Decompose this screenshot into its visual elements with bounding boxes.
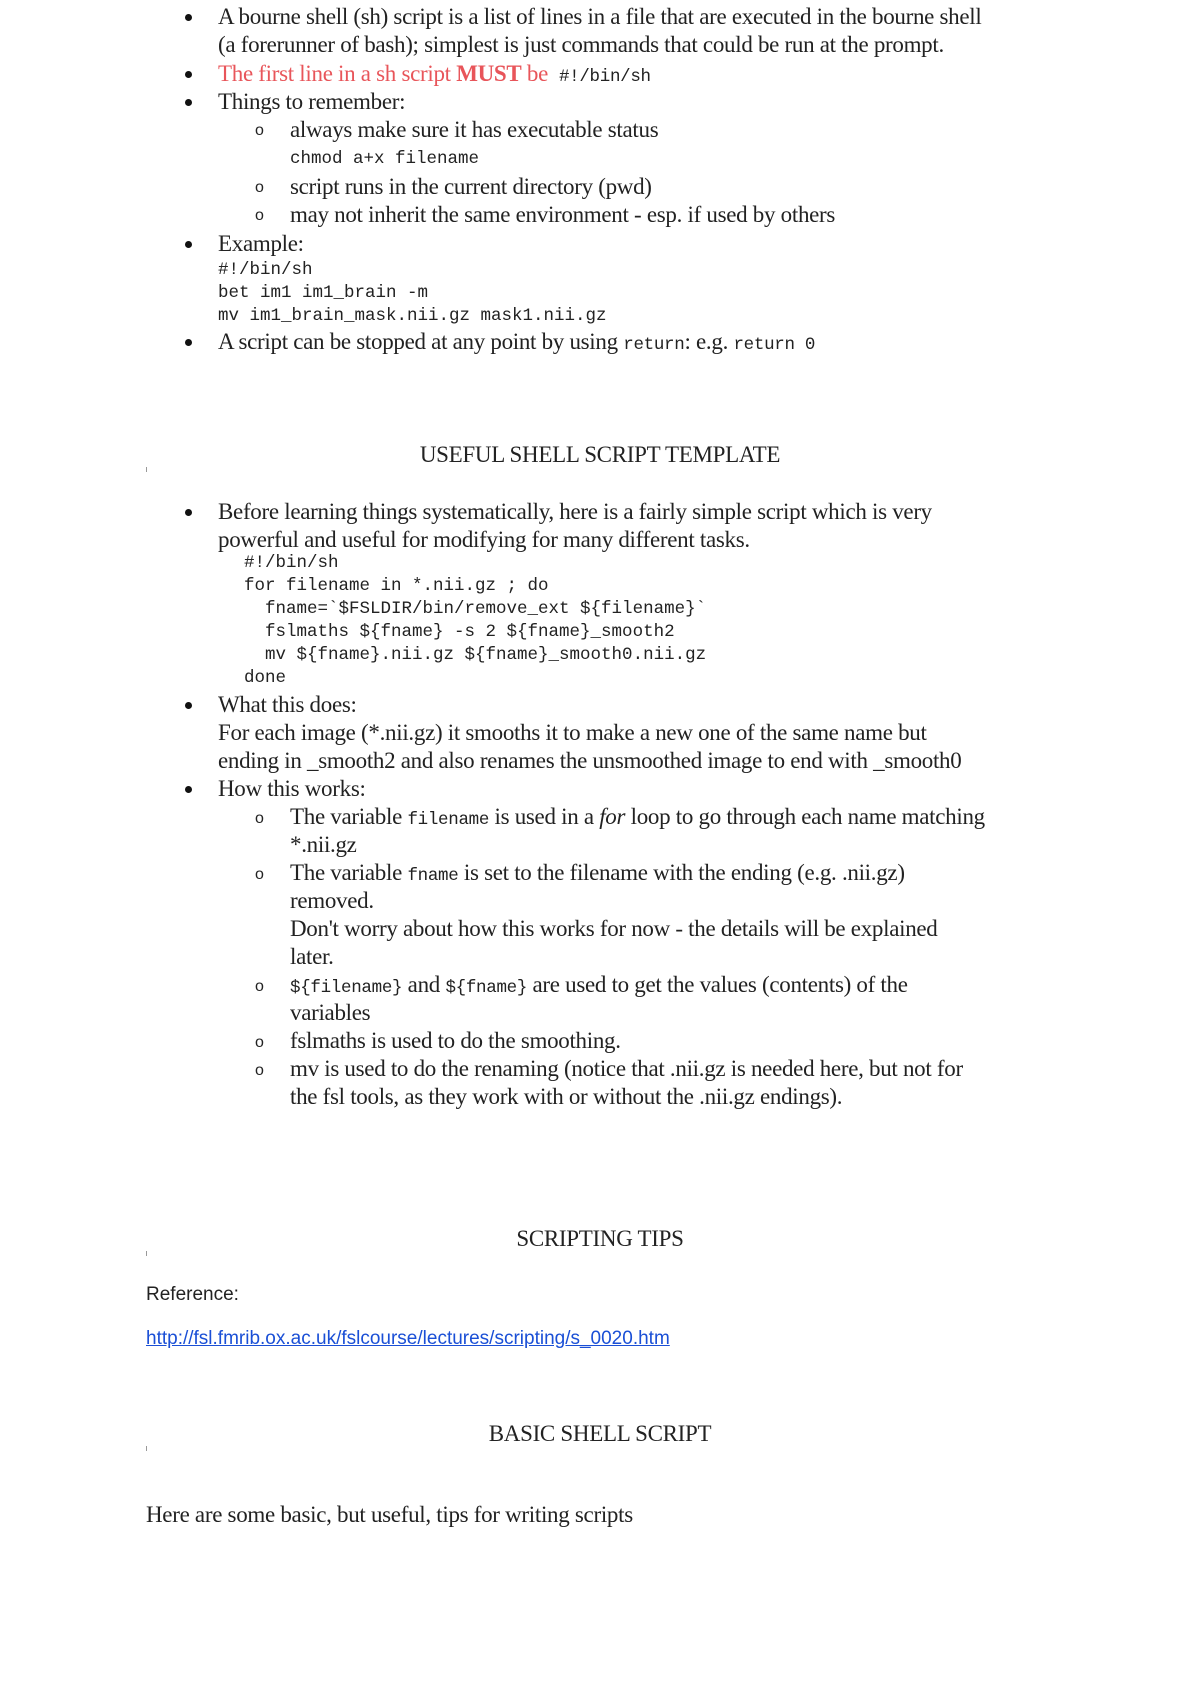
- circle-bullet: o: [255, 978, 264, 995]
- shebang-code: #!/bin/sh: [558, 67, 651, 87]
- return-mid: : e.g.: [684, 329, 734, 354]
- code-line: mv im1_brain_mask.nii.gz mask1.nii.gz: [218, 306, 607, 326]
- paragraph-line: [218, 328, 815, 359]
- paragraph-line: [290, 803, 985, 834]
- bullet-dot: [185, 786, 192, 793]
- code-line: fslmaths ${fname} -s 2 ${fname}_smooth2: [244, 622, 675, 642]
- first-line-rule: [218, 60, 651, 91]
- rule-text: The first line in a sh script: [218, 61, 457, 86]
- text-span: The variable: [290, 860, 408, 885]
- paragraph-line: removed.: [290, 888, 374, 913]
- paragraph-line: Example:: [218, 231, 304, 256]
- must-emphasis: MUST: [456, 61, 522, 86]
- paragraph-line: Before learning things systematically, here is a fairly simple script which is very: [218, 499, 932, 524]
- code-line: #!/bin/sh: [244, 553, 339, 573]
- italic-for: for: [599, 804, 626, 829]
- text-span: are used to get the values (contents) of the: [527, 972, 908, 997]
- rule-text-be: be: [521, 61, 549, 86]
- text-span: is used in a: [489, 804, 600, 829]
- text-span: and: [402, 972, 446, 997]
- paragraph-line: later.: [290, 944, 334, 969]
- reference-link[interactable]: http://fsl.fmrib.ox.ac.uk/fslcourse/lectures/scripting/s_0020.htm: [146, 1328, 670, 1349]
- inline-code: filename: [407, 810, 490, 830]
- code-line: done: [244, 668, 287, 688]
- section-heading: USEFUL SHELL SCRIPT TEMPLATE: [419, 442, 781, 467]
- paragraph-line: Here are some basic, but useful, tips for writing scripts: [146, 1502, 633, 1527]
- circle-bullet: o: [255, 179, 264, 196]
- code-line: #!/bin/sh: [218, 260, 313, 280]
- paragraph-line: variables: [290, 1000, 371, 1025]
- paragraph-line: powerful and useful for modifying for many different tasks.: [218, 527, 750, 552]
- bullet-dot: [185, 702, 192, 709]
- reference-label: Reference:: [146, 1284, 239, 1305]
- circle-bullet: o: [255, 866, 264, 883]
- circle-bullet: o: [255, 810, 264, 827]
- paragraph-line: the fsl tools, as they work with or without the .nii.gz endings).: [290, 1084, 843, 1109]
- paragraph-line: always make sure it has executable status: [290, 117, 659, 142]
- text-span: is set to the filename with the ending (e.g. .nii.gz): [458, 860, 905, 885]
- bullet-dot: [185, 241, 192, 248]
- paragraph-line: *.nii.gz: [290, 832, 357, 857]
- paragraph-line: Don't worry about how this works for now - the details will be explained: [290, 916, 938, 941]
- paragraph-line: How this works:: [218, 776, 366, 801]
- code-line: chmod a+x filename: [290, 149, 480, 169]
- bullet-dot: [185, 509, 192, 516]
- paragraph-line: (a forerunner of bash); simplest is just commands that could be run at the prompt.: [218, 32, 944, 57]
- code-line: fname=`$FSLDIR/bin/remove_ext ${filename}`: [244, 599, 707, 619]
- paragraph-line: [290, 859, 905, 890]
- circle-bullet: o: [255, 122, 264, 139]
- paragraph-line: fslmaths is used to do the smoothing.: [290, 1028, 621, 1053]
- inline-code: ${fname}: [445, 978, 528, 998]
- text-span: The variable: [290, 804, 408, 829]
- return-text: A script can be stopped at any point by using: [218, 329, 624, 354]
- paragraph-line: may not inherit the same environment - esp. if used by others: [290, 202, 836, 227]
- return-code-example: return 0: [733, 335, 816, 355]
- paragraph-line: A bourne shell (sh) script is a list of lines in a file that are executed in the bourne shell: [218, 4, 982, 29]
- return-code: return: [623, 335, 685, 355]
- inline-code: ${filename}: [290, 978, 403, 998]
- paragraph-line: Things to remember:: [218, 89, 406, 114]
- code-line: bet im1 im1_brain -m: [218, 283, 429, 303]
- bullet-dot: [185, 14, 192, 21]
- circle-bullet: o: [255, 1062, 264, 1079]
- code-line: for filename in *.nii.gz ; do: [244, 576, 549, 596]
- code-line: mv ${fname}.nii.gz ${fname}_smooth0.nii.gz: [244, 645, 707, 665]
- circle-bullet: o: [255, 207, 264, 224]
- section-heading: SCRIPTING TIPS: [516, 1226, 684, 1251]
- paragraph-line: mv is used to do the renaming (notice that .nii.gz is needed here, but not for: [290, 1056, 963, 1081]
- paragraph-line: What this does:: [218, 692, 357, 717]
- paragraph-line: ending in _smooth2 and also renames the unsmoothed image to end with _smooth0: [218, 748, 962, 773]
- paragraph-line: [290, 971, 908, 1002]
- inline-code: fname: [407, 866, 459, 886]
- paragraph-line: For each image (*.nii.gz) it smooths it to make a new one of the same name but: [218, 720, 927, 745]
- bullet-dot: [185, 99, 192, 106]
- bullet-dot: [185, 339, 192, 346]
- paragraph-line: script runs in the current directory (pwd): [290, 174, 652, 199]
- section-heading: BASIC SHELL SCRIPT: [488, 1421, 712, 1446]
- bullet-dot: [185, 71, 192, 78]
- circle-bullet: o: [255, 1034, 264, 1051]
- text-span: loop to go through each name matching: [625, 804, 985, 829]
